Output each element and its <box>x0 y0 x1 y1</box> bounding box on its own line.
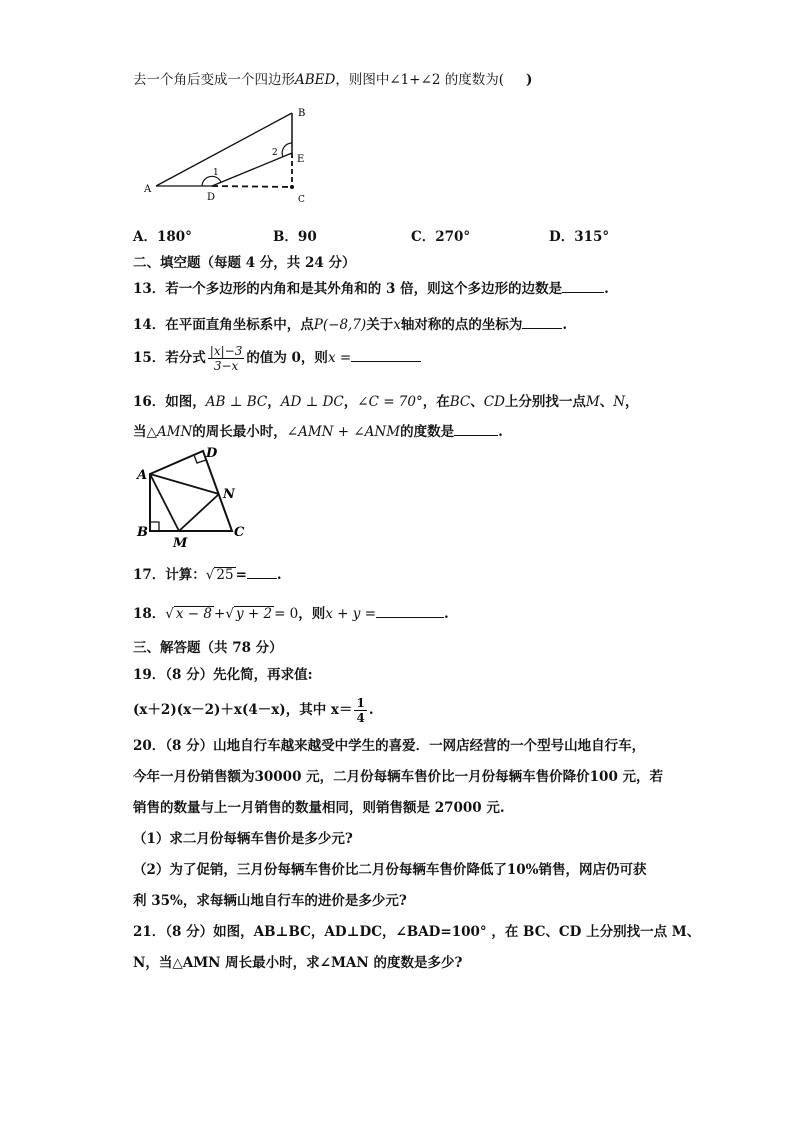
q15-fraction: $\frac{|x|-3}{3-x}$ <box>209 344 243 373</box>
q15: 15．若分式 $\frac{|x|-3}{3-x}$ 的值为 0，则x = <box>133 344 421 373</box>
q14-point: P(−8,7) <box>313 317 367 333</box>
q16-label-c: C <box>234 525 245 540</box>
q13-answer-blank <box>562 280 604 293</box>
section-2-title: 二、填空题（每题 4 分，共 24 分） <box>133 255 356 271</box>
q12-stem <box>133 68 532 88</box>
q18-radicand-1: x − 8 <box>175 606 213 622</box>
q21-line2: N，当△AMN 周长最小时，求∠MAN 的度数是多少? <box>133 955 463 971</box>
q18-radicand-2: y + 2 <box>235 606 273 622</box>
q17: 17．计算：√ 25 = . <box>133 567 282 583</box>
q20-sub1: （1）求二月份每辆车售价是多少元? <box>133 831 353 847</box>
q20-sub2-b: 利 35%，求每辆山地自行车的进价是多少元? <box>133 893 407 909</box>
q12-label-1: 1 <box>213 168 219 178</box>
section-3-title: 三、解答题（共 78 分） <box>133 640 283 656</box>
q21-line1: 21．（8 分）如图，AB⊥BC，AD⊥DC，∠BAD=100° ，在 BC、CD 上分别找一点 M、 <box>133 924 701 940</box>
q16-label-a: A <box>137 468 148 483</box>
q16-label-n: N <box>223 487 235 502</box>
q12-option-a: A．180° <box>133 229 192 245</box>
q12-label-a: A <box>144 184 152 195</box>
q20-line3: 销售的数量与上一月销售的数量相同，则销售额是 27000 元. <box>133 800 505 816</box>
q20-line1: 20．（8 分）山地自行车越来越受中学生的喜爱．一网店经营的一个型号山地自行车， <box>133 738 646 754</box>
q18-answer-blank <box>376 605 444 618</box>
q12-label-e: E <box>297 154 305 165</box>
q19-line1: 19．（8 分）先化简，再求值: <box>133 667 313 683</box>
q12-text-mid: ，则图中∠1+∠2 的度数为( <box>335 72 505 88</box>
q12-options <box>133 225 609 245</box>
q16-figure <box>135 443 255 551</box>
q12-label-c: C <box>298 195 305 205</box>
q20-sub2-a: （2）为了促销，三月份每辆车售价比二月份每辆车售价降低了10%销售，网店仍可获 <box>133 862 647 878</box>
q12-text: 去一个角后变成一个四边形 <box>133 72 295 88</box>
q12-line-de <box>212 153 292 186</box>
q16-line-mn <box>179 494 219 531</box>
q16-right-angle-b <box>150 522 159 531</box>
q13: 13．若一个多边形的内角和是其外角和的 3 倍，则这个多边形的边数是 . <box>133 281 609 297</box>
q14-answer-blank <box>522 316 562 329</box>
q16-label-d: D <box>206 446 218 461</box>
q12-label-b: B <box>298 108 306 119</box>
q16-line2: 当△AMN的周长最小时，∠AMN + ∠ANM的度数是 . <box>133 424 503 440</box>
q12-label-2: 2 <box>272 148 278 158</box>
q15-answer-blank <box>351 349 421 362</box>
q20-line2: 今年一月份销售额为30000 元，二月份每辆车售价比一月份每辆车售价降价100 元，若 <box>133 769 664 785</box>
q17-radicand: 25 <box>216 567 234 583</box>
q12-option-c: C．270° <box>411 229 471 245</box>
q12-label-d: D <box>207 192 216 203</box>
q12-option-d: D．315° <box>549 229 610 245</box>
q12-figure <box>140 103 320 208</box>
q16-label-b: B <box>137 525 148 540</box>
q12-option-b: B．90 <box>273 229 317 245</box>
q12-point-c <box>290 185 294 189</box>
q16-answer-blank <box>454 423 498 436</box>
q12-quad-name: ABED <box>295 72 336 88</box>
q19-line2: (x＋2)(x－2)＋x(4－x)，其中 x＝ $\frac{1}{4}$ . <box>133 696 374 725</box>
q17-answer-blank <box>247 566 277 579</box>
q19-fraction: $\frac{1}{4}$ <box>356 696 365 725</box>
q16-line1: 16．如图，AB ⊥ BC，AD ⊥ DC，∠C = 70°，在BC、CD上分别找一点M、N， <box>133 394 639 410</box>
q12-line-dc <box>212 186 292 187</box>
q12-paren-close: ) <box>526 72 533 88</box>
q16-label-m: M <box>173 536 188 551</box>
q18: 18．√ x − 8 +√ y + 2 = 0，则x + y = . <box>133 606 449 622</box>
q16-line-an <box>150 474 219 494</box>
q14: 14．在平面直角坐标系中，点P(−8,7)关于x轴对称的点的坐标为 . <box>133 317 568 333</box>
